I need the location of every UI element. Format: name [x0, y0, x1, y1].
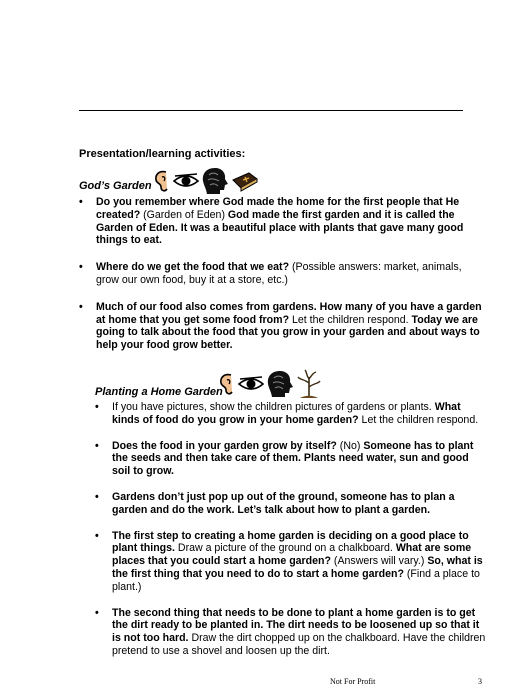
ear-icon — [152, 168, 172, 194]
head-silhouette-icon — [200, 166, 230, 196]
section2-bullet-list — [95, 401, 487, 658]
ear-icon — [217, 371, 237, 397]
section-heading: Presentation/learning activities: — [79, 148, 246, 160]
list-item: • Gardens don’t just pop up out of the ground, someone has to plan a garden and do the work. Let’s talk about how to plant a garden. — [95, 491, 487, 517]
eye-icon — [173, 172, 199, 190]
bible-icon — [231, 170, 259, 192]
seedling-icon — [296, 369, 322, 399]
list-item: • The second thing that needs to be done to plant a home garden is to get the dirt ready to be planted in. The dirt needs to be loosened up so that it is not too hard. Draw the dirt chopped up on the chalkboard. Have the children pretend to use a shovel and loosen up the dirt. — [95, 607, 487, 658]
section2-icons — [217, 369, 322, 399]
section1-icons — [152, 166, 259, 196]
footer-note: Not For Profit — [330, 677, 376, 686]
list-item: • Much of our food also comes from gardens. How many of you have a garden at home that you get some food from? Let the children respond. Today we are going to talk about the food that you grow in your garden and about ways to help your food grow better. — [79, 301, 484, 352]
list-item: • Does the food in your garden grow by itself? (No) Someone has to plant the seeds and then take care of them. Plants need water, sun and good soil to grow. — [95, 440, 487, 478]
list-item: • The first step to creating a home garden is deciding on a good place to plant things. Draw a picture of the ground on a chalkboard. What are some places that you could start a home garden? (Answers will vary.) So, what is the first thing that you need to do to start a home garden? (Find a place to plant.) — [95, 530, 487, 594]
page-number: 3 — [478, 677, 482, 686]
eye-icon — [238, 375, 264, 393]
section-title-gods-garden: God’s Garden — [79, 180, 152, 192]
head-silhouette-icon — [265, 369, 295, 399]
list-item: • Do you remember where God made the home for the first people that He created? (Garden of Eden) God made the first garden and it is called the Garden of Eden. It was a beautiful place with plants that gave many good things to eat. — [79, 196, 484, 247]
list-item: • Where do we get the food that we eat? (Possible answers: market, animals, grow our own food, buy it at a store, etc.) — [79, 261, 484, 287]
list-item: • If you have pictures, show the children pictures of gardens or plants. What kinds of food do you grow in your home garden? Let the children respond. — [95, 401, 487, 427]
top-rule — [79, 110, 463, 111]
section1-bullet-list — [79, 196, 484, 352]
section-title-planting-home-garden: Planting a Home Garden — [95, 386, 223, 398]
